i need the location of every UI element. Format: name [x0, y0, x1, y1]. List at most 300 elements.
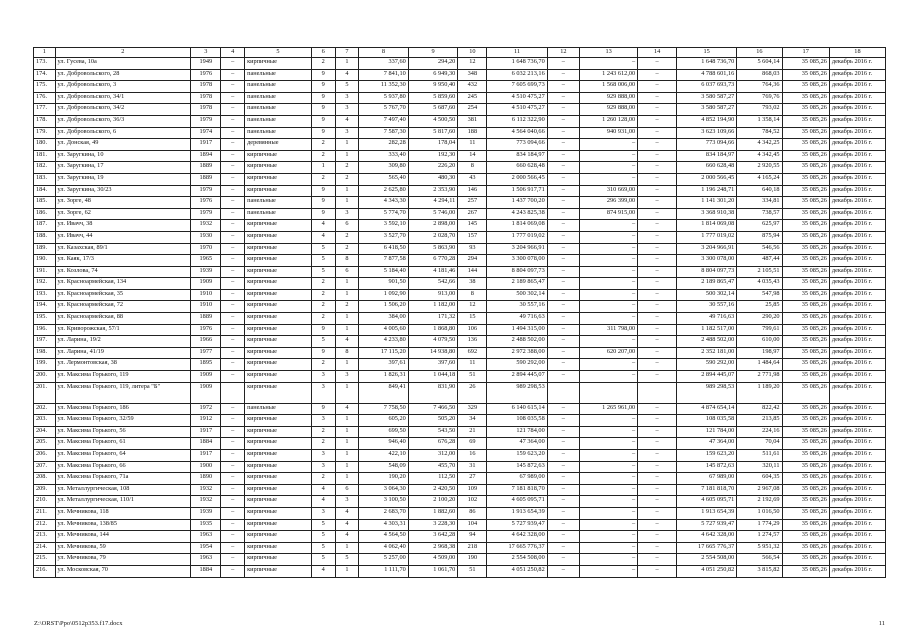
table-cell: – — [221, 403, 245, 415]
table-cell: ул. Максима Горького, 66 — [55, 461, 191, 473]
table-cell: 2 000 566,45 — [487, 173, 547, 185]
table-cell: 194. — [34, 301, 56, 313]
table-cell: 3 642,28 — [408, 531, 458, 543]
table-cell: ул. Заругкина, 17 — [55, 162, 191, 174]
table-cell: – — [638, 531, 677, 543]
table-cell: ул. Добровольского, 28 — [55, 69, 191, 81]
table-cell: панельные — [245, 81, 312, 93]
table-cell: 422,10 — [359, 450, 409, 462]
table-cell: – — [547, 231, 579, 243]
table-cell: ул. Гусева, 10а — [55, 58, 191, 70]
table-cell: 182. — [34, 162, 56, 174]
table-cell: – — [580, 461, 638, 473]
table-cell: 1939 — [191, 266, 221, 278]
table-cell: 4 — [335, 531, 359, 543]
table-cell: 35 085,26 — [782, 371, 829, 383]
table-cell: 2 189 865,47 — [487, 278, 547, 290]
table-cell: 144 — [458, 266, 487, 278]
table-cell: ул. Максима Горького, 119 — [55, 371, 191, 383]
table-cell: 186. — [34, 208, 56, 220]
table-cell: – — [221, 197, 245, 209]
table-cell: 11 — [458, 359, 487, 371]
table-cell: 1976 — [191, 324, 221, 336]
table-row — [34, 208, 886, 220]
table-cell: 7 841,10 — [359, 69, 409, 81]
table-cell: ул. Максима Горького, 56 — [55, 426, 191, 438]
table-cell: – — [547, 554, 579, 566]
table-cell: декабрь 2016 г. — [829, 359, 885, 371]
table-cell: – — [547, 496, 579, 508]
table-cell: 14 938,80 — [408, 347, 458, 359]
table-cell: 6 418,50 — [359, 243, 409, 255]
table-cell: – — [638, 231, 677, 243]
table-cell: 487,44 — [737, 255, 782, 267]
table-cell: 3 580 587,27 — [676, 92, 736, 104]
table-cell: 3 623 109,66 — [676, 127, 736, 139]
table-cell: – — [221, 484, 245, 496]
table-cell: 2 972 388,00 — [487, 347, 547, 359]
table-cell: – — [638, 473, 677, 485]
table-cell: 874 915,00 — [580, 208, 638, 220]
table-cell: 6 — [335, 266, 359, 278]
table-cell: 309,80 — [359, 162, 409, 174]
table-cell: 1 358,14 — [737, 115, 782, 127]
table-row — [34, 336, 886, 348]
table-cell: 500 302,14 — [487, 289, 547, 301]
table-cell: 1917 — [191, 450, 221, 462]
table-cell: 1 — [335, 438, 359, 450]
table-cell: – — [221, 371, 245, 383]
table-cell: ул. Заругкина, 19 — [55, 173, 191, 185]
table-cell: 1974 — [191, 127, 221, 139]
table-cell: 35 085,26 — [782, 496, 829, 508]
table-row — [34, 278, 886, 290]
table-cell: 1 648 736,70 — [487, 58, 547, 70]
table-cell: 831,90 — [408, 382, 458, 403]
table-row — [34, 461, 886, 473]
table-cell: 187. — [34, 220, 56, 232]
table-cell: 311 798,00 — [580, 324, 638, 336]
table-cell: 5 — [311, 336, 335, 348]
table-cell: – — [547, 324, 579, 336]
table-cell: 7 466,50 — [408, 403, 458, 415]
table-row — [34, 231, 886, 243]
table-cell: – — [221, 565, 245, 577]
table-cell: 267 — [458, 208, 487, 220]
table-cell: 2 — [311, 289, 335, 301]
table-cell: 793,02 — [737, 104, 782, 116]
table-cell: ул. Максима Горького, 61 — [55, 438, 191, 450]
table-cell: кирпичные — [245, 266, 312, 278]
table-cell: 590 292,00 — [487, 359, 547, 371]
table-cell: 197. — [34, 336, 56, 348]
table-cell: 2 967,08 — [737, 484, 782, 496]
table-cell: 1978 — [191, 104, 221, 116]
table-cell: 989 298,53 — [487, 382, 547, 403]
table-cell: декабрь 2016 г. — [829, 115, 885, 127]
table-cell: декабрь 2016 г. — [829, 324, 885, 336]
table-cell: – — [547, 565, 579, 577]
table-cell: – — [638, 289, 677, 301]
table-cell: – — [638, 324, 677, 336]
table-row — [34, 403, 886, 415]
table-cell: кирпичные — [245, 278, 312, 290]
table-cell: 35 085,26 — [782, 243, 829, 255]
table-cell: – — [547, 438, 579, 450]
table-cell: 799,61 — [737, 324, 782, 336]
table-cell: 2 192,69 — [737, 496, 782, 508]
table-cell: 67 989,00 — [676, 473, 736, 485]
table-cell: 2 — [335, 301, 359, 313]
table-row — [34, 415, 886, 427]
table-cell: 17 665 776,37 — [487, 542, 547, 554]
column-number: 6 — [311, 48, 335, 58]
table-cell: 2 — [311, 426, 335, 438]
table-cell: 4 — [311, 496, 335, 508]
table-cell: 5 — [335, 81, 359, 93]
table-cell: 196. — [34, 324, 56, 336]
table-cell: 1 044,18 — [408, 371, 458, 383]
table-cell: кирпичные — [245, 415, 312, 427]
table-cell: 198. — [34, 347, 56, 359]
table-cell: – — [638, 507, 677, 519]
table-cell: 9 — [311, 347, 335, 359]
table-cell: 3 228,30 — [408, 519, 458, 531]
table-cell: 1889 — [191, 162, 221, 174]
table-cell: – — [638, 115, 677, 127]
table-cell — [580, 382, 638, 403]
table-cell: 35 085,26 — [782, 382, 829, 403]
table-cell: кирпичные — [245, 426, 312, 438]
table-cell: 660 628,48 — [487, 162, 547, 174]
table-cell: 179. — [34, 127, 56, 139]
table-cell: ул. Максима Горького, 71а — [55, 473, 191, 485]
table-cell: 108 035,58 — [487, 415, 547, 427]
table-cell: 177. — [34, 104, 56, 116]
table-cell: 212. — [34, 519, 56, 531]
table-cell: 875,94 — [737, 231, 782, 243]
table-cell: декабрь 2016 г. — [829, 450, 885, 462]
table-cell: декабрь 2016 г. — [829, 208, 885, 220]
table-cell: 4 874 654,14 — [676, 403, 736, 415]
table-cell: 9 — [311, 403, 335, 415]
table-cell: декабрь 2016 г. — [829, 197, 885, 209]
table-cell: – — [580, 554, 638, 566]
table-cell: кирпичные — [245, 324, 312, 336]
table-cell: декабрь 2016 г. — [829, 58, 885, 70]
column-number: 17 — [782, 48, 829, 58]
table-cell: 2 894 445,07 — [676, 371, 736, 383]
table-cell: 4 — [335, 336, 359, 348]
table-cell: 6 — [335, 484, 359, 496]
table-cell: 546,56 — [737, 243, 782, 255]
table-row — [34, 484, 886, 496]
table-cell: ул. Зорге, 62 — [55, 208, 191, 220]
table-cell: ул. Ларина, 19/2 — [55, 336, 191, 348]
table-row — [34, 58, 886, 70]
table-cell: 9 — [311, 92, 335, 104]
column-number: 4 — [221, 48, 245, 58]
table-cell: 282,28 — [359, 139, 409, 151]
table-cell: 8 — [458, 162, 487, 174]
table-cell: 1 — [335, 382, 359, 403]
table-cell: 35 085,26 — [782, 255, 829, 267]
table-cell: – — [221, 208, 245, 220]
table-cell: 1 — [335, 461, 359, 473]
table-row — [34, 565, 886, 577]
table-cell: – — [580, 162, 638, 174]
table-cell: – — [580, 415, 638, 427]
table-cell: 213,85 — [737, 415, 782, 427]
table-cell: 822,42 — [737, 403, 782, 415]
table-cell: 4 233,80 — [359, 336, 409, 348]
table-cell: 9 — [311, 115, 335, 127]
table-cell: 102 — [458, 496, 487, 508]
table-cell: 190,20 — [359, 473, 409, 485]
table-cell: 1954 — [191, 542, 221, 554]
table-body — [34, 48, 886, 578]
table-cell: 1977 — [191, 347, 221, 359]
table-cell: 35 085,26 — [782, 289, 829, 301]
table-cell: – — [547, 69, 579, 81]
column-number: 9 — [408, 48, 458, 58]
table-cell: 3 204 966,91 — [676, 243, 736, 255]
table-cell: – — [638, 127, 677, 139]
table-cell: кирпичные — [245, 243, 312, 255]
table-cell: 1963 — [191, 531, 221, 543]
table-cell: 35 085,26 — [782, 197, 829, 209]
table-cell: кирпичные — [245, 58, 312, 70]
table-cell: 4 642 328,00 — [676, 531, 736, 543]
table-cell: 1 — [335, 415, 359, 427]
table-cell: – — [580, 542, 638, 554]
table-cell: – — [638, 197, 677, 209]
table-cell: декабрь 2016 г. — [829, 336, 885, 348]
table-cell: 1932 — [191, 484, 221, 496]
table-cell: 1884 — [191, 438, 221, 450]
table-cell: кирпичные — [245, 347, 312, 359]
table-cell: – — [221, 438, 245, 450]
table-cell: декабрь 2016 г. — [829, 313, 885, 325]
table-cell: 1979 — [191, 185, 221, 197]
table-cell: ул. Заругкина, 10 — [55, 150, 191, 162]
table-cell: 3 580 587,27 — [676, 104, 736, 116]
table-cell: 5 817,60 — [408, 127, 458, 139]
table-cell: 4 342,45 — [737, 150, 782, 162]
table-cell: 432 — [458, 81, 487, 93]
table-cell: 913,00 — [408, 289, 458, 301]
table-cell: кирпичные — [245, 565, 312, 577]
table-cell: декабрь 2016 г. — [829, 127, 885, 139]
table-row — [34, 220, 886, 232]
table-cell: 30 557,16 — [487, 301, 547, 313]
table-cell: 4 — [311, 484, 335, 496]
table-cell: 35 085,26 — [782, 301, 829, 313]
table-cell: – — [638, 371, 677, 383]
table-cell: – — [221, 139, 245, 151]
file-path: Z:\ORST\Ppo\0512p353.f17.docx — [34, 620, 123, 627]
table-cell: 31 — [458, 461, 487, 473]
table-cell: – — [547, 313, 579, 325]
table-cell: 16 — [458, 450, 487, 462]
table-cell: 30 557,16 — [676, 301, 736, 313]
table-cell: 2 894 445,07 — [487, 371, 547, 383]
table-cell: декабрь 2016 г. — [829, 185, 885, 197]
table-cell: 3 815,82 — [737, 565, 782, 577]
table-cell: 2 — [335, 231, 359, 243]
table-cell: – — [580, 450, 638, 462]
table-cell: 640,18 — [737, 185, 782, 197]
table-cell: 1 — [335, 542, 359, 554]
table-cell: 8 804 097,73 — [487, 266, 547, 278]
table-cell: 35 085,26 — [782, 507, 829, 519]
table-row — [34, 531, 886, 543]
table-row — [34, 519, 886, 531]
table-cell: 2 — [311, 301, 335, 313]
table-cell: 47 364,00 — [487, 438, 547, 450]
table-cell: 174. — [34, 69, 56, 81]
table-cell: 210. — [34, 496, 56, 508]
table-cell: 1 243 612,00 — [580, 69, 638, 81]
table-cell: 192,30 — [408, 150, 458, 162]
table-cell: – — [547, 81, 579, 93]
table-cell: – — [580, 359, 638, 371]
table-cell: 620 207,00 — [580, 347, 638, 359]
table-cell: – — [221, 266, 245, 278]
table-cell: 310 669,00 — [580, 185, 638, 197]
table-cell: 1909 — [191, 371, 221, 383]
table-cell: 1963 — [191, 554, 221, 566]
table-cell: – — [638, 313, 677, 325]
table-cell: 3 — [335, 92, 359, 104]
table-cell: 4 — [311, 231, 335, 243]
table-cell: 4 051 250,82 — [676, 565, 736, 577]
table-cell: 8 — [335, 255, 359, 267]
table-cell: 5 859,60 — [408, 92, 458, 104]
table-cell: панельные — [245, 403, 312, 415]
table-row — [34, 162, 886, 174]
table-cell: 8 804 097,73 — [676, 266, 736, 278]
table-cell: 1 092,90 — [359, 289, 409, 301]
table-cell: 159 623,20 — [676, 450, 736, 462]
table-cell: кирпичные — [245, 382, 312, 403]
table-cell: кирпичные — [245, 150, 312, 162]
table-cell: 35 085,26 — [782, 150, 829, 162]
table-cell: декабрь 2016 г. — [829, 507, 885, 519]
table-row — [34, 359, 886, 371]
table-cell: – — [547, 461, 579, 473]
table-cell: 5 774,70 — [359, 208, 409, 220]
table-cell: 1 274,57 — [737, 531, 782, 543]
table-cell: – — [547, 289, 579, 301]
table-cell: декабрь 2016 г. — [829, 347, 885, 359]
table-cell: 207. — [34, 461, 56, 473]
table-cell: 4 294,11 — [408, 197, 458, 209]
column-number: 1 — [34, 48, 56, 58]
table-cell: 12 — [458, 58, 487, 70]
table-cell: – — [580, 301, 638, 313]
table-cell: 989 298,53 — [676, 382, 736, 403]
table-cell: – — [221, 150, 245, 162]
table-cell: ул. Красноармейская, 72 — [55, 301, 191, 313]
table-cell: ул. Максима Горького, 32/59 — [55, 415, 191, 427]
table-cell: 1 868,80 — [408, 324, 458, 336]
table-cell: 5 — [311, 255, 335, 267]
table-cell: кирпичные — [245, 484, 312, 496]
table-cell: ул. Красноармейская, 134 — [55, 278, 191, 290]
table-cell: 1884 — [191, 565, 221, 577]
table-cell: 3 — [335, 208, 359, 220]
table-cell — [638, 382, 677, 403]
table-cell: – — [580, 473, 638, 485]
table-cell: 35 085,26 — [782, 92, 829, 104]
table-cell: 1 260 128,00 — [580, 115, 638, 127]
table-cell: 4 605 095,71 — [487, 496, 547, 508]
table-cell — [221, 382, 245, 403]
table-cell: кирпичные — [245, 231, 312, 243]
table-cell: 769,76 — [737, 92, 782, 104]
table-cell: 35 085,26 — [782, 58, 829, 70]
table-cell: – — [580, 266, 638, 278]
table-row — [34, 542, 886, 554]
table-cell: 3 300 078,00 — [487, 255, 547, 267]
table-cell: 104 — [458, 519, 487, 531]
table-cell: – — [221, 289, 245, 301]
table-cell: 2 — [335, 173, 359, 185]
table-cell: 1 — [335, 565, 359, 577]
table-cell: 6 112 322,90 — [487, 115, 547, 127]
table-cell: декабрь 2016 г. — [829, 438, 885, 450]
table-cell: – — [547, 150, 579, 162]
table-cell: 1909 — [191, 382, 221, 403]
table-cell: 4 062,40 — [359, 542, 409, 554]
table-cell: 1 — [335, 359, 359, 371]
table-cell: – — [580, 58, 638, 70]
table-cell: 9 — [311, 104, 335, 116]
table-cell: 35 085,26 — [782, 542, 829, 554]
table-cell: – — [638, 426, 677, 438]
table-cell: 4 510 475,27 — [487, 92, 547, 104]
table-cell: 7 587,30 — [359, 127, 409, 139]
table-cell: 2 625,80 — [359, 185, 409, 197]
table-cell: 4 509,00 — [408, 554, 458, 566]
table-cell: ул. Металлургическая, 110/1 — [55, 496, 191, 508]
table-cell: 565,40 — [359, 173, 409, 185]
table-cell: 4 605 095,71 — [676, 496, 736, 508]
table-cell: 1949 — [191, 58, 221, 70]
table-cell: 1932 — [191, 220, 221, 232]
table-cell: 35 085,26 — [782, 415, 829, 427]
table-cell: 3 368 910,38 — [676, 208, 736, 220]
table-cell: 218 — [458, 542, 487, 554]
column-number: 10 — [458, 48, 487, 58]
table-cell: 1895 — [191, 359, 221, 371]
table-cell: декабрь 2016 г. — [829, 415, 885, 427]
table-cell: ул. Московская, 70 — [55, 565, 191, 577]
table-cell: – — [638, 58, 677, 70]
table-cell: – — [547, 115, 579, 127]
table-cell: кирпичные — [245, 519, 312, 531]
column-number: 7 — [335, 48, 359, 58]
table-cell: 4 079,50 — [408, 336, 458, 348]
table-cell: – — [221, 243, 245, 255]
table-cell: 3 — [335, 104, 359, 116]
table-cell: – — [221, 81, 245, 93]
table-cell: 9 — [311, 197, 335, 209]
table-cell: 4 852 194,90 — [676, 115, 736, 127]
table-cell: 1 437 700,20 — [487, 197, 547, 209]
table-cell: 5 — [311, 542, 335, 554]
